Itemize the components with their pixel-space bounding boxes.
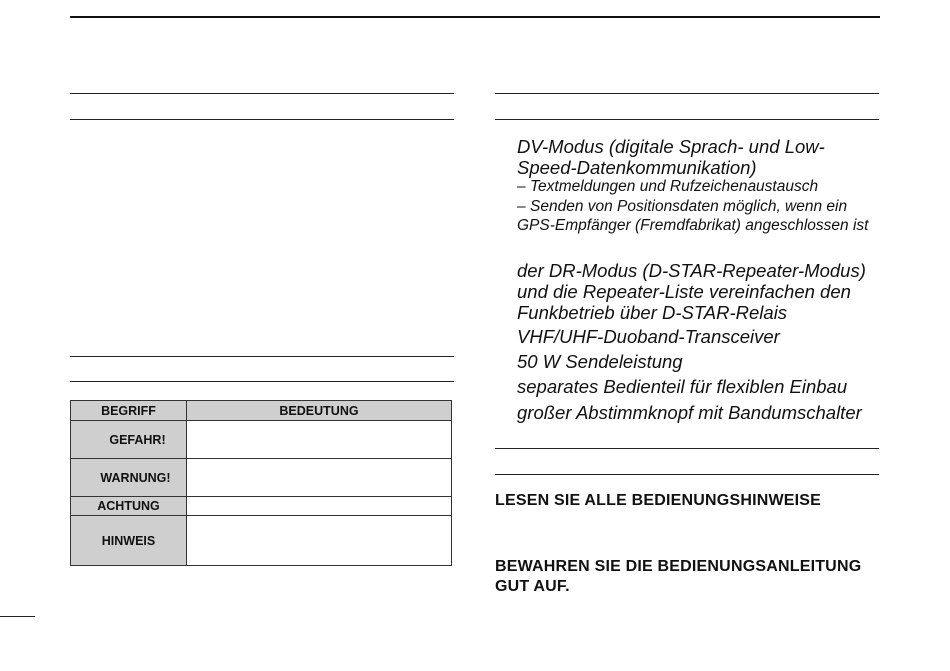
right-section1-rule-top (495, 93, 879, 94)
terms-table (70, 400, 452, 566)
meaning-cell (187, 497, 452, 516)
feature-dv-sub-position (517, 197, 877, 235)
table-row (71, 516, 452, 566)
page-number-rule (0, 616, 35, 617)
term-cell: HINWEIS (71, 516, 187, 566)
read-all-instructions-heading: LESEN SIE ALLE BEDIENUNGSHINWEISE (495, 492, 822, 509)
term-cell: WARNUNG! (71, 459, 187, 497)
feature-knob: großer Abstimmknopf mit Bandumschalter (517, 402, 862, 423)
feature-dr-mode: der DR-Modus (D-STAR-Repeater-Modus) und die Repeater-Liste vereinfachen den Funkbetrieb über D-STAR-Relais (517, 260, 866, 323)
dash-bullet: – (517, 198, 526, 215)
meaning-column-header: BEDEUTUNG (187, 401, 452, 421)
sub-text: Senden von Positionsdaten möglich, wenn ein GPS-Empfänger (Fremdfabrikat) angeschlossen ist (517, 198, 869, 234)
keep-manual-heading: BEWAHREN SIE DIE BEDIENUNGSANLEITUNG GUT AUF. (495, 558, 862, 595)
dash-bullet: – (517, 178, 526, 195)
term-cell: GEFAHR! (71, 421, 187, 459)
term-column-header: BEGRIFF (71, 401, 187, 421)
feature-panel: separates Bedienteil für flexiblen Einbau (517, 376, 848, 397)
left-section1-rule-bottom (70, 119, 454, 120)
feature-power: 50 W Sendeleistung (517, 351, 683, 372)
table-row (71, 497, 452, 516)
left-section2-rule-bottom (70, 381, 454, 382)
feature-dv-sub-text-messages (517, 177, 877, 196)
table-row (71, 459, 452, 497)
top-rule (70, 16, 880, 18)
right-section2-rule-top (495, 448, 879, 449)
term-cell: ACHTUNG (71, 497, 187, 516)
meaning-cell (187, 421, 452, 459)
feature-duoband: VHF/UHF-Duoband-Transceiver (517, 326, 780, 347)
table-header-row (71, 401, 452, 421)
left-section1-rule-top (70, 93, 454, 94)
sub-text: Textmeldungen und Rufzeichenaustausch (530, 178, 819, 195)
table-row (71, 421, 452, 459)
feature-dv-mode: DV-Modus (digitale Sprach- und Low-Speed-Datenkommunikation) (517, 136, 825, 178)
right-section1-rule-bottom (495, 119, 879, 120)
meaning-cell (187, 459, 452, 497)
right-section2-rule-bottom (495, 474, 879, 475)
meaning-cell (187, 516, 452, 566)
left-section2-rule-top (70, 356, 454, 357)
